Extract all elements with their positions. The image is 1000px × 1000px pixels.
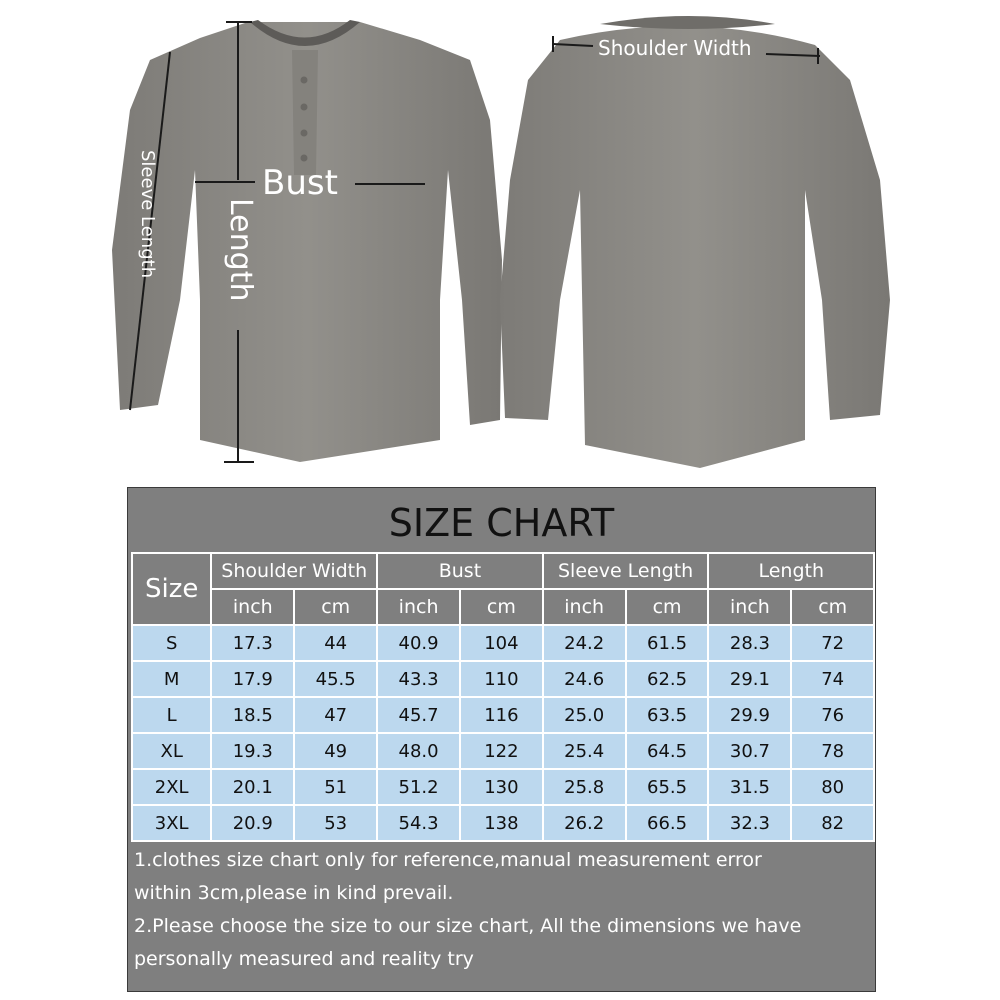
table-cell: 28.3: [708, 625, 791, 661]
table-cell: 24.6: [543, 661, 626, 697]
table-cell: 40.9: [377, 625, 460, 661]
table-cell: 49: [294, 733, 377, 769]
size-chart-notes: [134, 844, 869, 976]
table-cell: 62.5: [626, 661, 709, 697]
table-row: [132, 769, 874, 805]
table-cell: 54.3: [377, 805, 460, 841]
table-cell: 17.9: [211, 661, 294, 697]
size-chart-panel: [127, 487, 876, 992]
table-cell: 51: [294, 769, 377, 805]
size-table: [131, 552, 875, 842]
unit-header: inch: [708, 589, 791, 625]
table-cell: 130: [460, 769, 543, 805]
group-header: Sleeve Length: [543, 553, 709, 589]
table-cell: 24.2: [543, 625, 626, 661]
shirt-back-image: [500, 16, 890, 468]
unit-header-row: [132, 589, 874, 625]
table-cell: M: [132, 661, 211, 697]
table-cell: 25.8: [543, 769, 626, 805]
table-cell: 63.5: [626, 697, 709, 733]
table-cell: 72: [791, 625, 874, 661]
note-line: 2.Please choose the size to our size chart, All the dimensions we have: [134, 915, 802, 937]
table-cell: 2XL: [132, 769, 211, 805]
table-cell: 30.7: [708, 733, 791, 769]
table-cell: 45.5: [294, 661, 377, 697]
unit-header: cm: [626, 589, 709, 625]
table-cell: 122: [460, 733, 543, 769]
table-cell: 20.9: [211, 805, 294, 841]
table-cell: 18.5: [211, 697, 294, 733]
unit-header: cm: [460, 589, 543, 625]
shoulder-width-label: Shoulder Width: [598, 36, 752, 60]
table-cell: 29.9: [708, 697, 791, 733]
bust-label: Bust: [262, 163, 338, 203]
group-header: Length: [708, 553, 874, 589]
unit-header: inch: [543, 589, 626, 625]
table-cell: 78: [791, 733, 874, 769]
table-row: [132, 805, 874, 841]
table-row: [132, 697, 874, 733]
table-cell: 80: [791, 769, 874, 805]
table-header-row: [132, 553, 874, 589]
shirt-front-image: [112, 20, 502, 462]
table-cell: 138: [460, 805, 543, 841]
table-cell: 3XL: [132, 805, 211, 841]
table-cell: 25.4: [543, 733, 626, 769]
table-row: [132, 625, 874, 661]
size-chart-title: SIZE CHART: [388, 501, 615, 545]
length-label: Length: [223, 198, 258, 302]
table-cell: 26.2: [543, 805, 626, 841]
table-cell: 61.5: [626, 625, 709, 661]
table-cell: 48.0: [377, 733, 460, 769]
unit-header: inch: [211, 589, 294, 625]
group-header: Shoulder Width: [211, 553, 377, 589]
table-cell: 76: [791, 697, 874, 733]
note-line: 1.clothes size chart only for reference,manual measurement error: [134, 849, 762, 871]
group-header: Bust: [377, 553, 543, 589]
table-cell: 45.7: [377, 697, 460, 733]
table-cell: XL: [132, 733, 211, 769]
table-row: [132, 733, 874, 769]
table-cell: 17.3: [211, 625, 294, 661]
table-cell: 29.1: [708, 661, 791, 697]
sleeve-length-label: Sleeve Length: [137, 150, 158, 279]
unit-header: inch: [377, 589, 460, 625]
note-line: within 3cm,please in kind prevail.: [134, 882, 454, 904]
table-row: [132, 661, 874, 697]
table-cell: 74: [791, 661, 874, 697]
table-cell: 64.5: [626, 733, 709, 769]
table-cell: 66.5: [626, 805, 709, 841]
size-column-header: Size: [132, 553, 211, 625]
note-line: personally measured and reality try: [134, 948, 474, 970]
unit-header: cm: [791, 589, 874, 625]
table-cell: 65.5: [626, 769, 709, 805]
table-cell: 25.0: [543, 697, 626, 733]
table-cell: 32.3: [708, 805, 791, 841]
table-cell: 43.3: [377, 661, 460, 697]
table-cell: 47: [294, 697, 377, 733]
table-cell: S: [132, 625, 211, 661]
unit-header: cm: [294, 589, 377, 625]
table-cell: L: [132, 697, 211, 733]
table-cell: 82: [791, 805, 874, 841]
table-cell: 116: [460, 697, 543, 733]
table-cell: 44: [294, 625, 377, 661]
table-cell: 53: [294, 805, 377, 841]
table-cell: 20.1: [211, 769, 294, 805]
table-cell: 31.5: [708, 769, 791, 805]
table-cell: 51.2: [377, 769, 460, 805]
table-cell: 110: [460, 661, 543, 697]
table-cell: 19.3: [211, 733, 294, 769]
table-cell: 104: [460, 625, 543, 661]
